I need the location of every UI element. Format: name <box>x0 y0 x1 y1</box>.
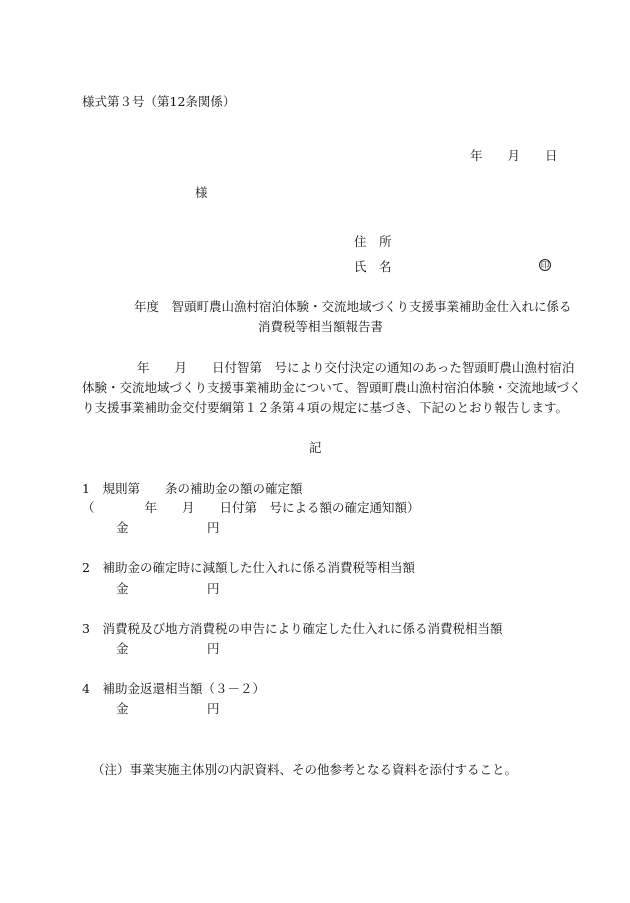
item-3-en: 円 <box>207 641 220 656</box>
body-line-3: り支援事業補助金交付要綱第１２条第４項の規定に基づき、下記のとおり報告します。 <box>82 400 569 415</box>
item-1-kin: 金 <box>116 520 129 535</box>
address-label: 住 所 <box>354 234 392 249</box>
item-2-en: 円 <box>207 581 220 596</box>
name-label: 氏 名 <box>354 259 392 274</box>
item-2-heading: 2 補助金の確定時に減額した仕入れに係る消費税等相当額 <box>82 560 415 575</box>
item-4-heading: 4 補助金返還相当額（３－２） <box>82 681 265 696</box>
item-4-en: 円 <box>207 701 220 716</box>
seal-mark: 印 <box>540 261 550 271</box>
title-line-2: 消費税等相当額報告書 <box>258 319 384 334</box>
item-1-heading: 1 規則第 条の補助金の額の確定額 <box>82 481 303 496</box>
item-1-en: 円 <box>207 520 220 535</box>
form-number: 様式第３号（第12条関係） <box>82 94 236 109</box>
body-line-2: 体験・交流地域づくり支援事業補助金について、智頭町農山漁村宿泊体験・交流地域づく <box>82 380 582 395</box>
title-line-1: 年度 智頭町農山漁村宿泊体験・交流地域づくり支援事業補助金仕入れに係る <box>134 299 572 314</box>
item-2-kin: 金 <box>116 581 129 596</box>
note: （注）事業実施主体別の内訳資料、その他参考となる資料を添付すること。 <box>92 762 518 777</box>
item-1-sub: （ 年 月 日付第 号による額の確定通知額） <box>82 500 420 515</box>
item-3-kin: 金 <box>116 641 129 656</box>
addressee-suffix: 様 <box>195 185 208 200</box>
date-line: 年 月 日 <box>470 148 558 163</box>
ki-heading: 記 <box>309 440 322 455</box>
item-4-kin: 金 <box>116 701 129 716</box>
item-3-heading: 3 消費税及び地方消費税の申告により確定した仕入れに係る消費税相当額 <box>82 621 503 636</box>
body-line-1: 年 月 日付智第 号により交付決定の通知のあった智頭町農山漁村宿泊 <box>137 360 575 375</box>
